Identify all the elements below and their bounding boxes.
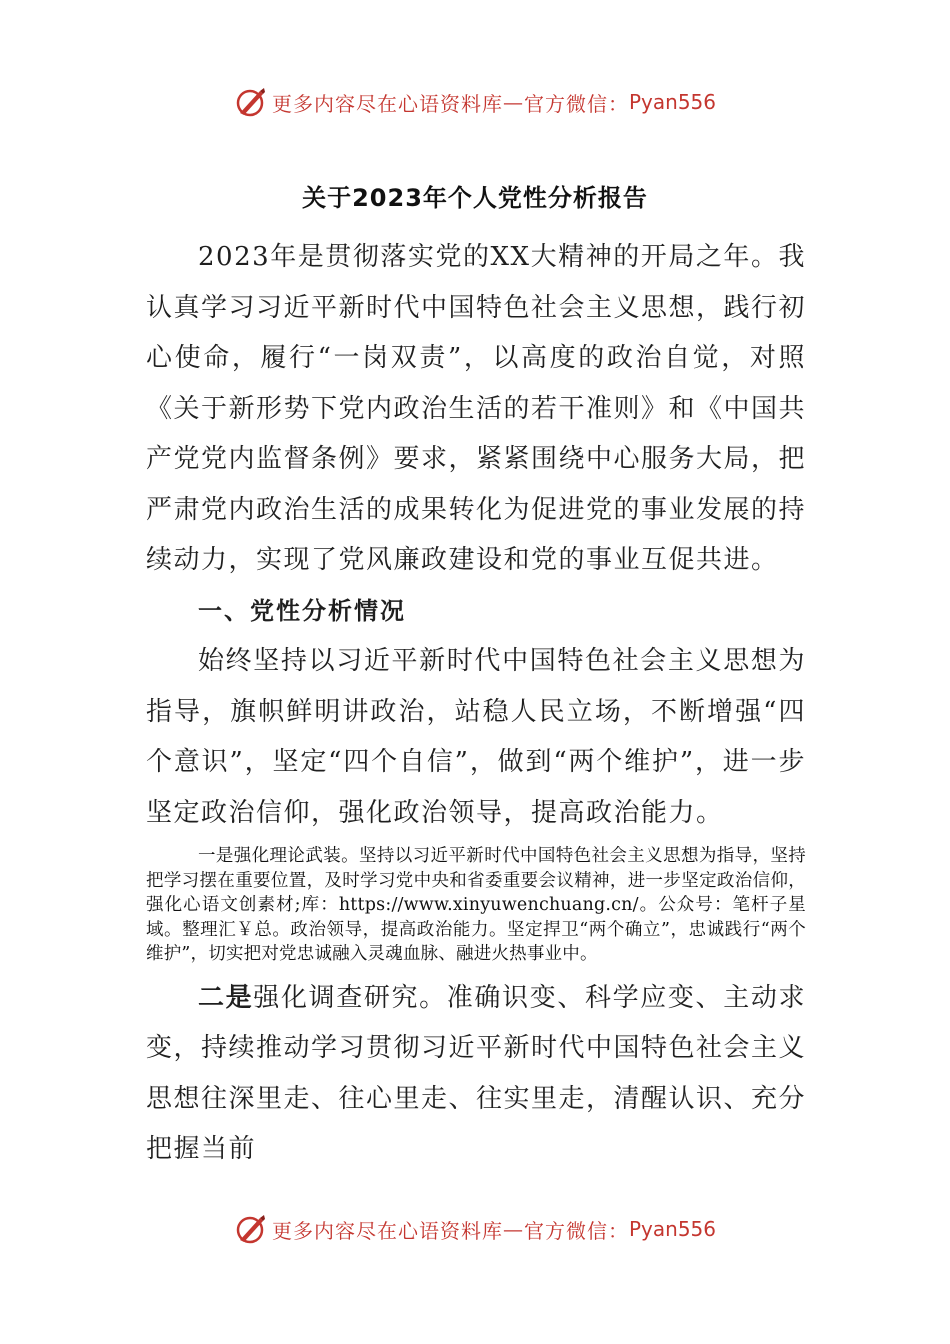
footer-banner-wechat-id: Pyan556 <box>628 1217 716 1241</box>
section-heading: 一、党性分析情况 <box>198 596 406 625</box>
document-title: 关于2023年个人党性分析报告 <box>302 184 648 212</box>
footer-banner-wechat-label: 官方微信： <box>523 1218 629 1243</box>
footer-banner-separator: — <box>502 1217 524 1241</box>
banner-wechat-label: 官方微信： <box>523 91 629 116</box>
small-paragraph: 一是强化理论武装。坚持以习近平新时代中国特色社会主义思想为指导，坚持把学习摆在重要位置，及时学习党中央和省委重要会议精神，进一步坚定政治信仰，强化心语文创素材;库：https://www.xinyuwenchuang.cn/。公众号：笔杆子星域。整理汇￥总。政治领导，提高政治能力。坚定捍卫“两个确立”，忠诚践行“两个维护”，切实把对党忠诚融入灵魂血脉、融进火热事业中。 <box>146 846 806 964</box>
banner-separator: — <box>502 90 524 114</box>
paragraph-2-text: 强化调查研究。准确识变、科学应变、主动求变，持续推动学习贯彻习近平新时代中国特色社会主义思想往深里走、往心里走、往实里走，清醒认识、充分把握当前 <box>146 982 807 1164</box>
banner-wechat-id: Pyan556 <box>628 90 716 114</box>
footer-banner <box>0 1207 950 1251</box>
pen-logo-icon <box>234 85 268 119</box>
banner-text: 更多内容尽在心语资料库 <box>271 91 503 116</box>
paragraph-2 <box>146 973 806 1175</box>
intro-paragraph: 2023年是贯彻落实党的XX大精神的开局之年。我认真学习习近平新时代中国特色社会主义思想，践行初心使命，履行“一岗双责”，以高度的政治自觉，对照《关于新形势下党内政治生活的若干准则》和《中国共产党党内监督条例》要求，紧紧围绕中心服务大局，把严肃党内政治生活的成果转化为促进党的事业发展的持续动力，实现了党风廉政建设和党的事业互促共进。 <box>146 242 807 575</box>
header-banner <box>0 80 950 124</box>
pen-logo-icon <box>234 1212 268 1246</box>
paragraph-1: 始终坚持以习近平新时代中国特色社会主义思想为指导，旗帜鲜明讲政治，站稳人民立场，不断增强“四个意识”，坚定“四个自信”，做到“两个维护”，进一步坚定政治信仰，强化政治领导，提高政治能力。 <box>146 646 806 828</box>
paragraph-2-lead: 二是 <box>198 982 254 1013</box>
document-body <box>146 232 806 1175</box>
footer-banner-text: 更多内容尽在心语资料库 <box>271 1218 503 1243</box>
